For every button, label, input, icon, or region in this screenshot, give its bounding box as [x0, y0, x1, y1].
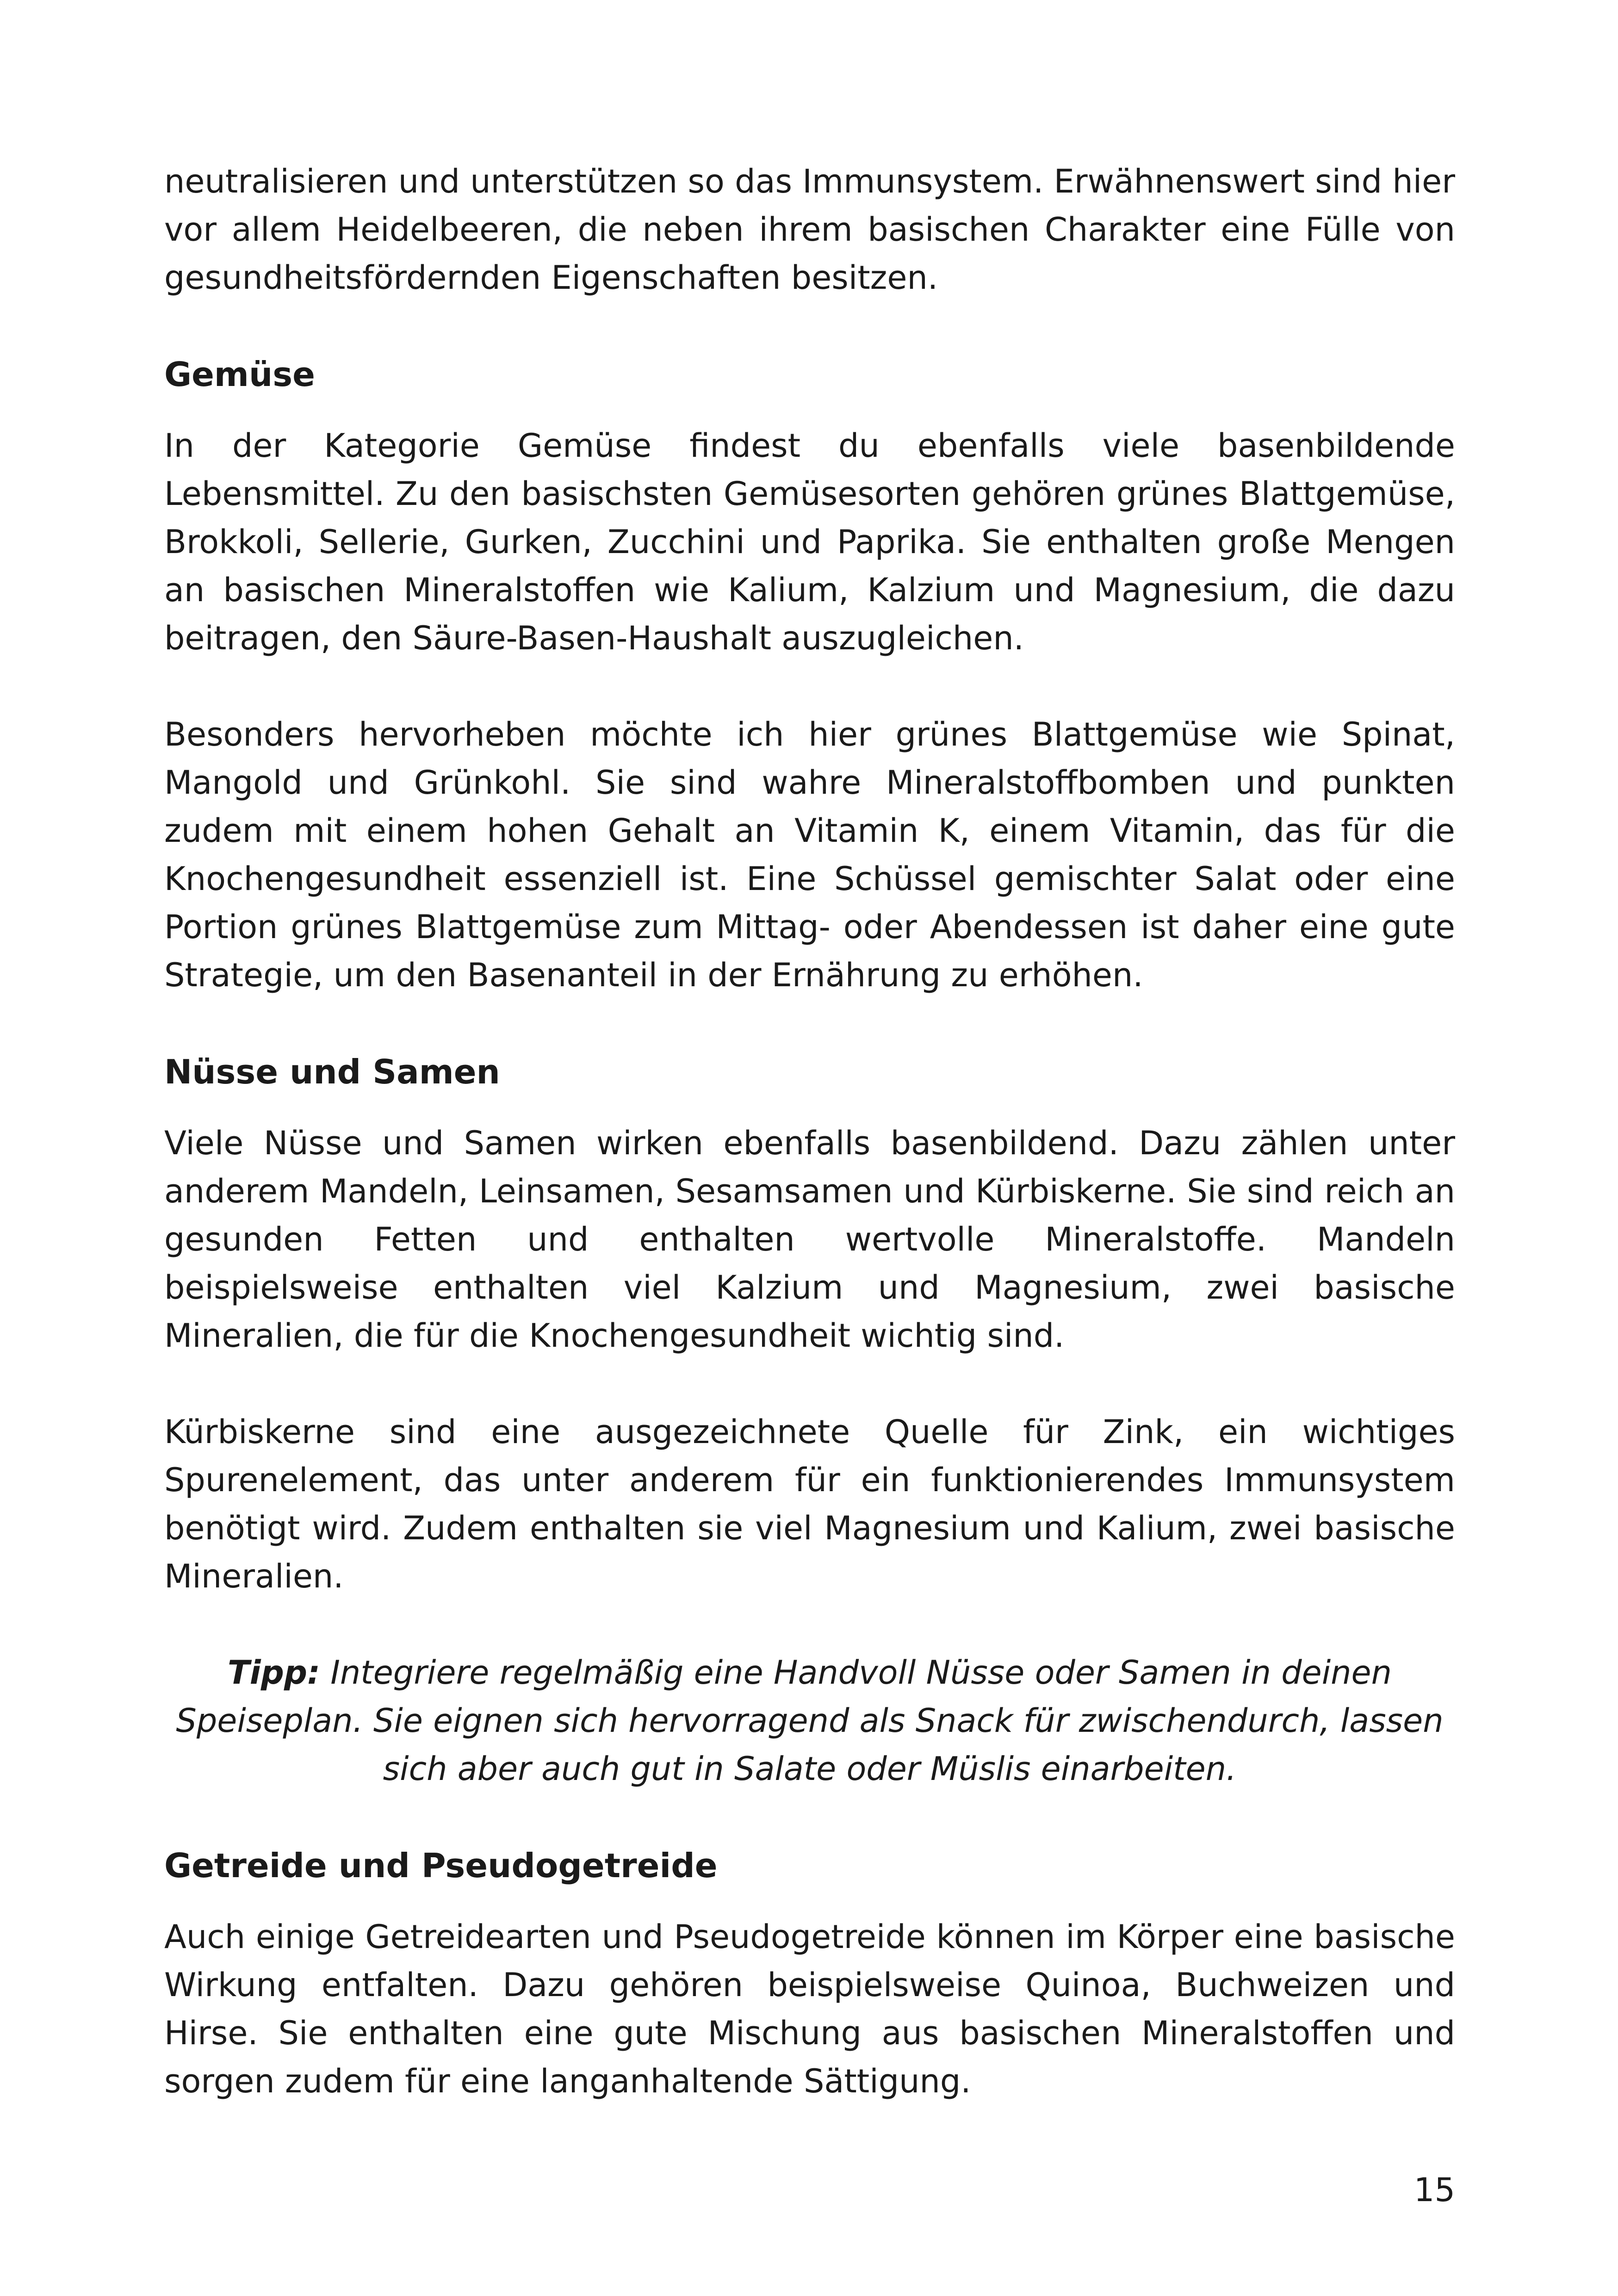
- nuesse-paragraph-1: Viele Nüsse und Samen wirken ebenfalls basenbildend. Dazu zählen unter anderem Mandeln, Leinsamen, Sesamsamen und Kürbiskerne. Sie sind reich an gesunden Fetten und enthalten wertvolle Mineralstoffe. Mandeln beispielsweise enthalten viel Kalzium und Magnesium, zwei basische Mineralien, die für die Knochengesundheit wichtig sind.: [164, 1124, 1455, 1355]
- heading-nuesse-und-samen: Nüsse und Samen: [164, 1052, 500, 1091]
- heading-getreide: Getreide und Pseudogetreide: [164, 1846, 718, 1885]
- tip-text: Integriere regelmäßig eine Handvoll Nüsse oder Samen in deinen Speiseplan. Sie eignen sich hervorragend als Snack für zwischendurch, lassen sich aber auch gut in Salate oder Müslis einarbeiten.: [176, 1654, 1444, 1788]
- gemuese-paragraph-1: In der Kategorie Gemüse findest du ebenfalls viele basenbildende Lebensmittel. Zu den basischsten Gemüsesorten gehören grünes Blattgemüse, Brokkoli, Sellerie, Gurken, Zucchini und Paprika. Sie enthalten große Mengen an basischen Mineralstoffen wie Kalium, Kalzium und Magnesium, die dazu beitragen, den Säure-Basen-Haushalt auszugleichen.: [164, 427, 1455, 657]
- gemuese-paragraph-2: Besonders hervorheben möchte ich hier grünes Blattgemüse wie Spinat, Mangold und Grünkohl. Sie sind wahre Mineralstoffbomben und punkten zudem mit einem hohen Gehalt an Vitamin K, einem Vitamin, das für die Knochengesundheit essenziell ist. Eine Schüssel gemischter Salat oder eine Portion grünes Blattgemüse zum Mittag- oder Abendessen ist daher eine gute Strategie, um den Basenanteil in der Ernährung zu erhöhen.: [164, 716, 1455, 994]
- getreide-paragraph-1: Auch einige Getreidearten und Pseudogetreide können im Körper eine basische Wirkung entfalten. Dazu gehören beispielsweise Quinoa, Buchweizen und Hirse. Sie enthalten eine gute Mischung aus basischen Mineralstoffen und sorgen zudem für eine langanhaltende Sättigung.: [164, 1918, 1455, 2100]
- heading-gemuese: Gemüse: [164, 355, 315, 394]
- intro-paragraph: neutralisieren und unterstützen so das Immunsystem. Erwähnenswert sind hier vor allem Heidelbeeren, die neben ihrem basischen Charakter eine Fülle von gesundheitsfördernden Eigenschaften besitzen.: [164, 162, 1455, 297]
- page-number: 15: [1413, 2171, 1455, 2209]
- nuesse-paragraph-2: Kürbiskerne sind eine ausgezeichnete Quelle für Zink, ein wichtiges Spurenelement, das unter anderem für ein funktionierendes Immunsystem benötigt wird. Zudem enthalten sie viel Magnesium und Kalium, zwei basische Mineralien.: [164, 1413, 1455, 1595]
- tip-box: [164, 1649, 1455, 1793]
- tip-label: Tipp:: [228, 1654, 320, 1692]
- page-content: [164, 157, 1455, 2105]
